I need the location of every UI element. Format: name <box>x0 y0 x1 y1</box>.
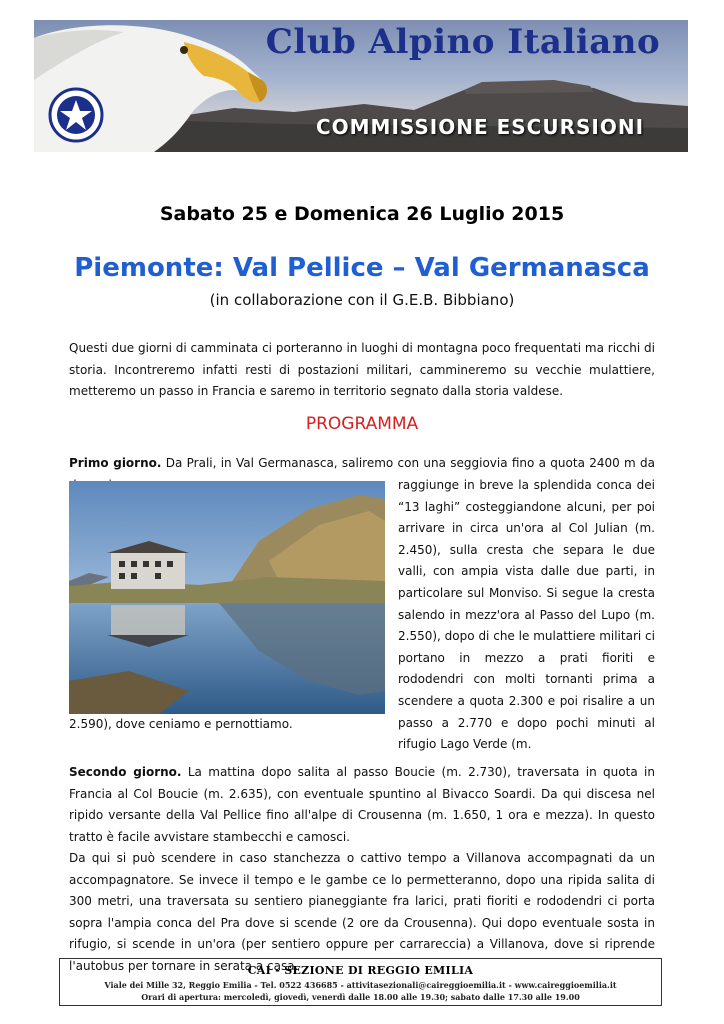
program-heading: PROGRAMMA <box>305 414 419 434</box>
refuge-lake-photo <box>69 481 385 714</box>
day1-wrapped-text: raggiunge in breve la splendida conca dei “13 laghi” costeggiandone alcuni, per poi arrivare in circa un'ora al Col Julian (m. 2.450), sulla cresta che separa le due valli, con ampia vista dalle due parti, in particolare sul Monviso. Si segue la cresta salendo in mezz'ora al Passo del Lupo (m. 2.550), dopo di che le mulattiere militari ci portano in mezzo a prati fioriti e rododendri con molti tornanti prima a scendere a quota 2.300 e poi risalire a un passo a 2.770 e dopo pochi minuti al rifugio Lago Verde (m. <box>398 478 655 752</box>
day1-line1: Da Prali, in Val Germanasca, saliremo con una seggiovia fino a quota 2400 m da <box>165 456 656 470</box>
day1-label: Primo giorno. <box>69 456 162 470</box>
event-subtitle: (in collaborazione con il G.E.B. Bibbiano) <box>209 291 515 309</box>
day2-label: Secondo giorno. <box>69 765 182 779</box>
day2-paragraph-2: Da qui si può scendere in caso stanchezza o cattivo tempo a Villanova accompagnati da un accompagnatore. Se invece il tempo e le gambe ce lo permetteranno, dopo una ripida salita di 300 metri, una traversata su sentiero pianeggiante fra larici, prati fioriti e rododendri ci porta sopra l'ampia conca del Pra dove si scende (2 ore da Crousenna). Qui dopo eventuale sosta in rifugio, si scende in un'ora (per sentiero oppure per carrareccia) a Villanova, dove si riprende l'autobus per tornare in serata a casa. <box>69 851 655 973</box>
footer-contacts: Viale dei Mille 32, Reggio Emilia - Tel. 0522 436685 - attivitasezionali@caireggioemilia.it - www.caireggioemilia.it <box>104 980 617 990</box>
day2-text: La mattina dopo salita al passo Boucie (m. 2.730), traversata in quota in Francia al Col Boucie (m. 2.635), con eventuale spuntino al Bivacco Soardi. Da qui discesa nel ripido versante della Val Pellice fino all'alpe di Crousenna (m. 1.650, 1 ora e mezza). In questo tratto è facile avvistare stambecchi e camosci. <box>69 765 655 844</box>
header-banner <box>34 20 688 152</box>
event-date: Sabato 25 e Domenica 26 Luglio 2015 <box>159 203 565 225</box>
refuge-lake-photo-art <box>69 481 385 714</box>
footer-org: CAI - SEZIONE DI REGGIO EMILIA <box>247 964 474 977</box>
footer-hours: Orari di apertura: mercoledì, giovedì, venerdì dalle 18.00 alle 19.30; sabato dalle 17.30 alle 19.00 <box>141 992 580 1002</box>
event-title: Piemonte: Val Pellice – Val Germanasca <box>74 253 650 283</box>
banner-title: Club Alpino Italiano <box>265 22 661 62</box>
footer-box <box>59 958 662 1006</box>
intro-paragraph: Questi due giorni di camminata ci porteranno in luoghi di montagna poco frequentati ma ricchi di storia. Incontreremo infatti resti di postazioni militari, cammineremo su vecchie mulattiere, metteremo un passo in Francia e saremo in territorio segnato dalla storia valdese. <box>69 341 655 399</box>
banner-subtitle: COMMISSIONE ESCURSIONI <box>315 115 645 139</box>
day1-tail-text: 2.590), dove ceniamo e pernottiamo. <box>69 717 293 731</box>
day2-paragraph <box>69 762 655 848</box>
